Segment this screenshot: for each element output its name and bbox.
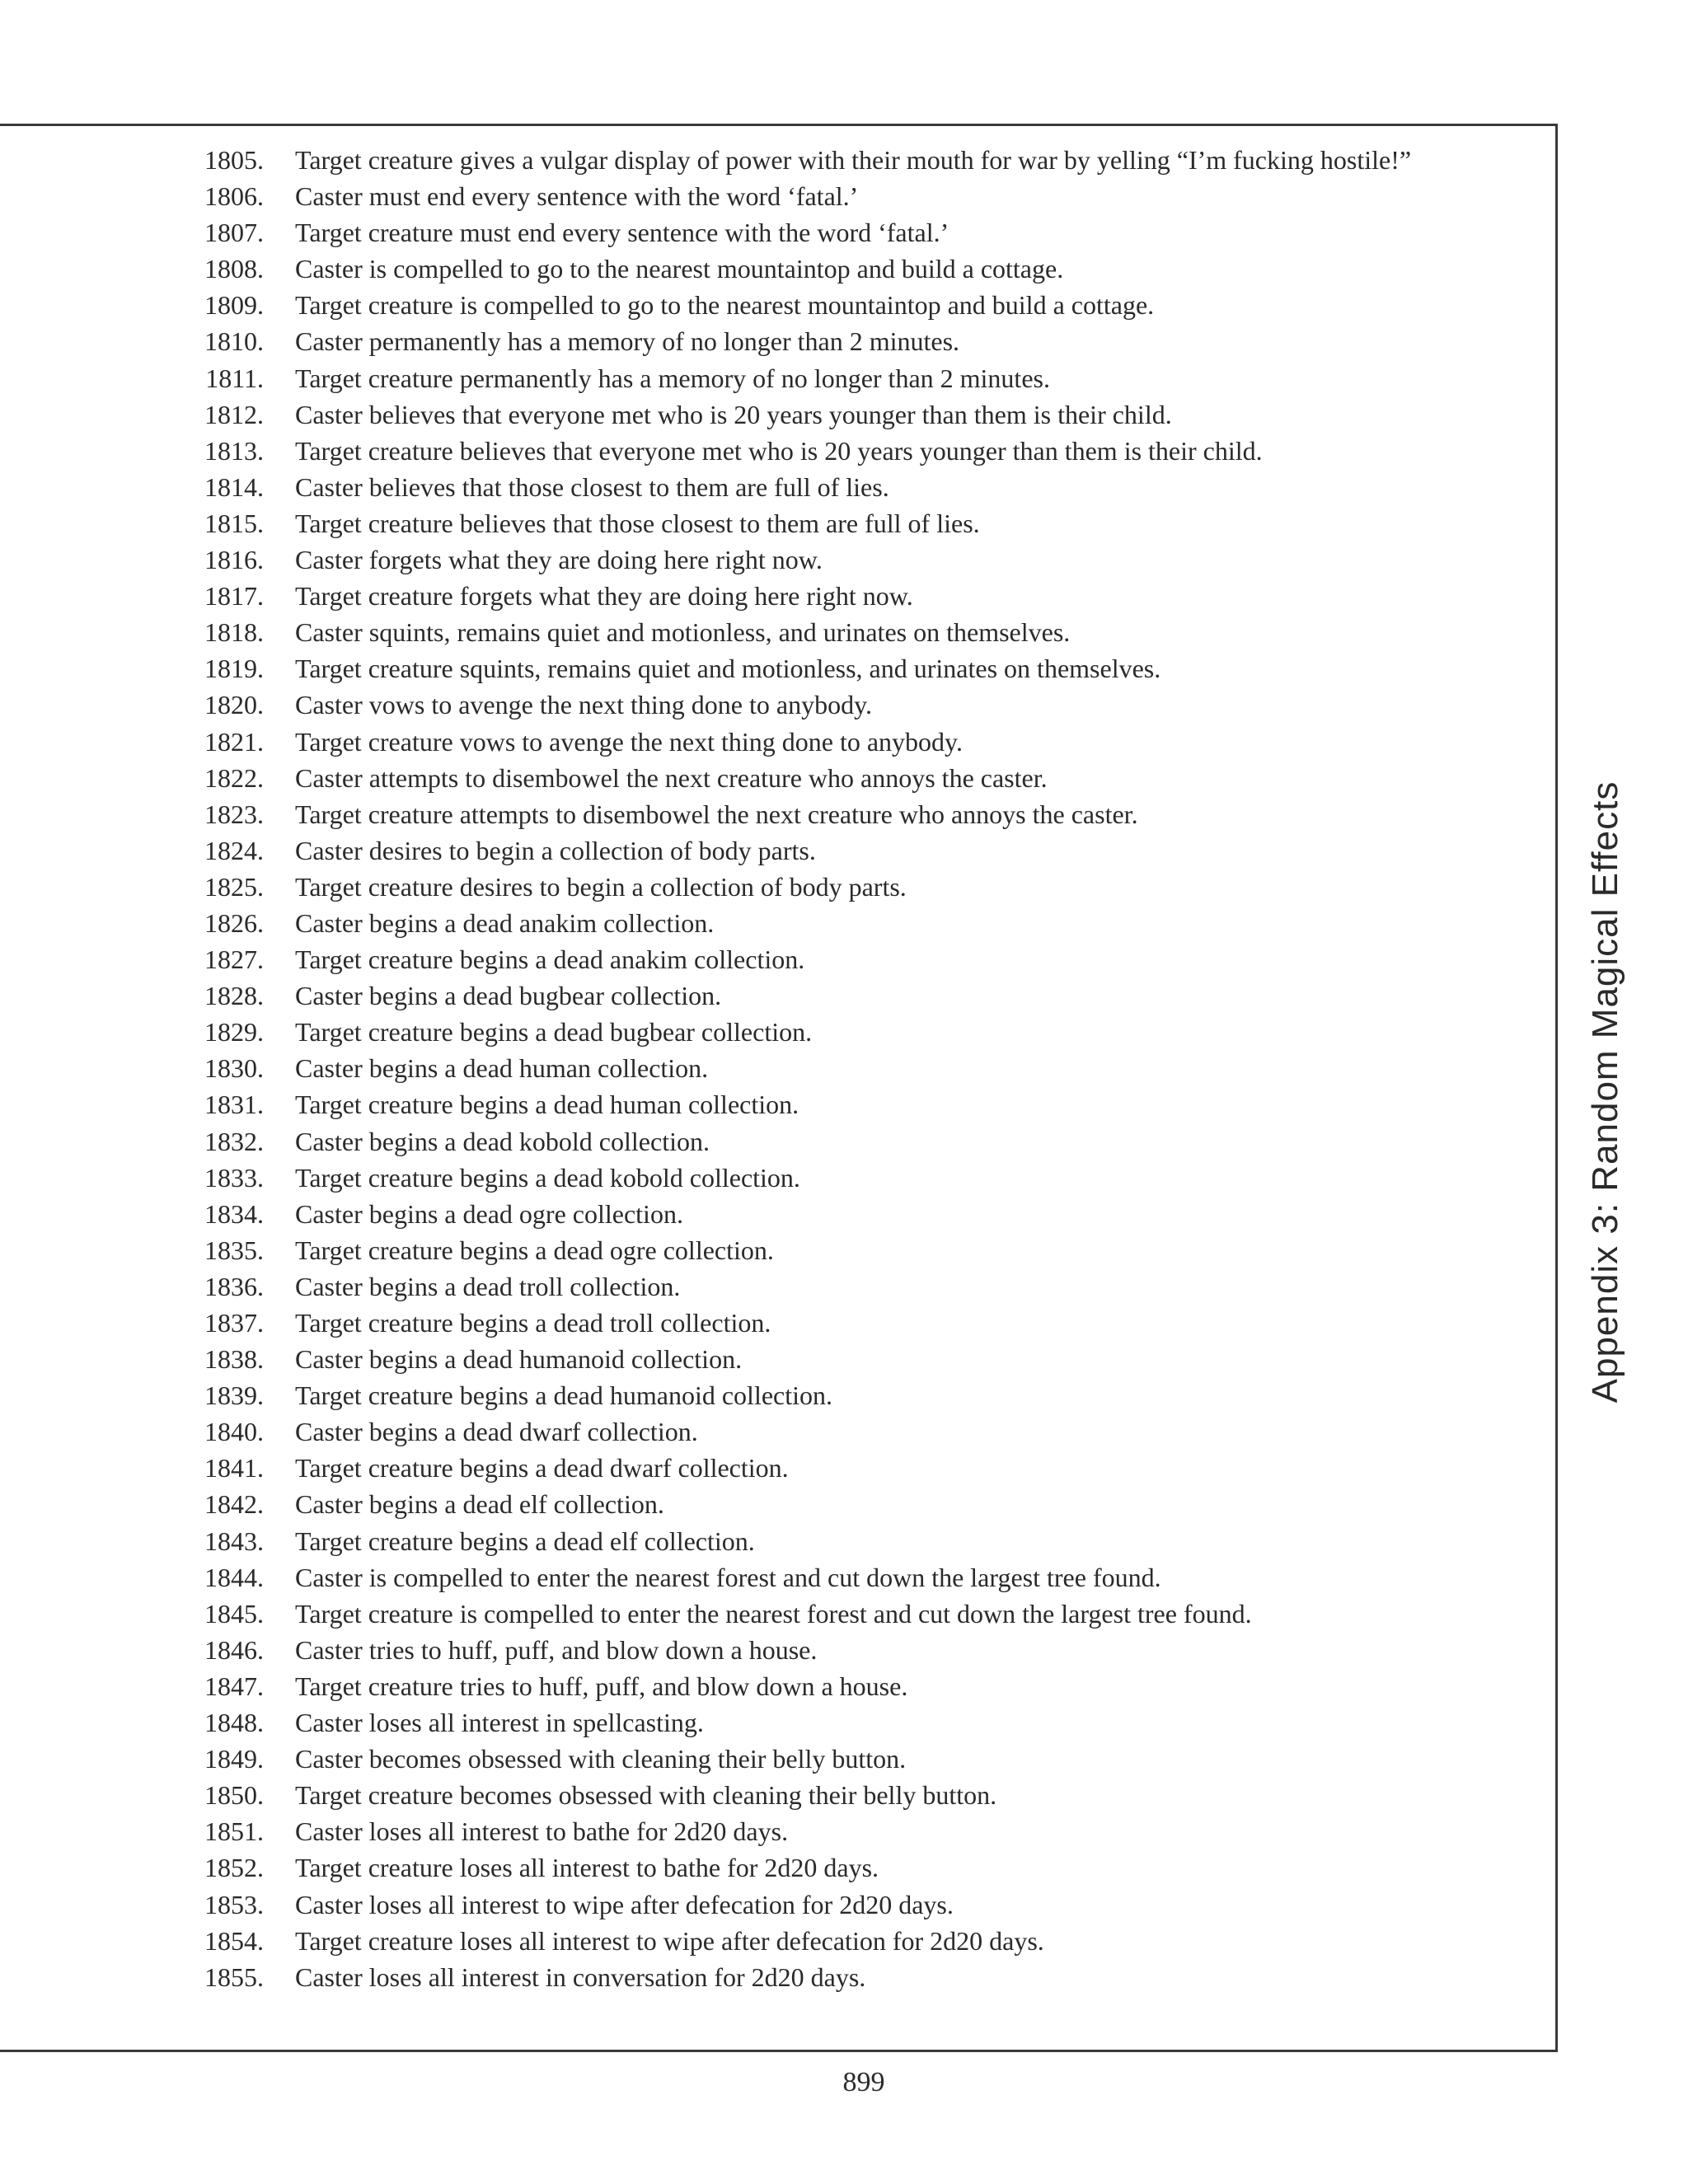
list-item xyxy=(0,760,1550,796)
list-item xyxy=(0,433,1550,469)
entry-text: Caster loses all interest to bathe for 2d20 days. xyxy=(295,1816,789,1847)
entry-number: 1840. xyxy=(204,1417,264,1447)
entry-text: Target creature believes that those closest to them are full of lies. xyxy=(295,508,980,538)
list-item xyxy=(0,1450,1550,1486)
entry-text: Target creature begins a dead human collection. xyxy=(295,1090,799,1120)
entry-number: 1839. xyxy=(204,1380,264,1411)
entry-text: Caster permanently has a memory of no longer than 2 minutes. xyxy=(295,326,960,357)
list-item xyxy=(0,905,1550,941)
entry-number: 1842. xyxy=(204,1489,264,1520)
entry-text: Caster begins a dead bugbear collection. xyxy=(295,981,722,1011)
entry-text: Target creature begins a dead bugbear collection. xyxy=(295,1017,813,1047)
list-item xyxy=(0,1849,1550,1886)
list-item xyxy=(0,396,1550,433)
entry-number: 1846. xyxy=(204,1634,264,1665)
entry-text: Target creature desires to begin a collection of body parts. xyxy=(295,871,907,902)
entry-number: 1833. xyxy=(204,1162,264,1193)
entry-number: 1825. xyxy=(204,871,264,902)
entry-number: 1805. xyxy=(204,145,264,175)
entry-number: 1815. xyxy=(204,508,264,538)
entry-text: Target creature forgets what they are doing here right now. xyxy=(295,581,913,612)
list-item xyxy=(0,650,1550,687)
entry-number: 1813. xyxy=(204,435,264,466)
entry-number: 1853. xyxy=(204,1889,264,1919)
entry-text: Target creature tries to huff, puff, and blow down a house. xyxy=(295,1671,908,1701)
entry-text: Target creature vows to avenge the next thing done to anybody. xyxy=(295,726,963,757)
entry-number: 1826. xyxy=(204,907,264,938)
entry-text: Target creature gives a vulgar display of power with their mouth for war by yelling “I’m fucking hostile!” xyxy=(295,145,1412,175)
list-item xyxy=(0,1486,1550,1522)
entry-number: 1847. xyxy=(204,1671,264,1701)
list-item xyxy=(0,1377,1550,1413)
entry-text: Caster must end every sentence with the word ‘fatal.’ xyxy=(295,181,859,212)
list-item xyxy=(0,251,1550,287)
entry-text: Caster loses all interest in spellcasting. xyxy=(295,1708,704,1738)
list-item xyxy=(0,1160,1550,1196)
entry-text: Caster believes that everyone met who is 20 years younger than them is their child. xyxy=(295,399,1172,429)
list-item xyxy=(0,287,1550,323)
entry-number: 1834. xyxy=(204,1198,264,1229)
list-item xyxy=(0,1959,1550,1995)
side-title: Appendix 3: Random Magical Effects xyxy=(1585,780,1625,1404)
list-item xyxy=(0,1123,1550,1160)
list-item xyxy=(0,796,1550,832)
entry-text: Caster desires to begin a collection of body parts. xyxy=(295,835,816,865)
entry-number: 1838. xyxy=(204,1344,264,1375)
list-item xyxy=(0,1341,1550,1377)
entry-text: Caster begins a dead troll collection. xyxy=(295,1271,681,1301)
entry-text: Caster begins a dead dwarf collection. xyxy=(295,1417,698,1447)
entry-number: 1854. xyxy=(204,1925,264,1956)
entry-text: Target creature begins a dead elf collection. xyxy=(295,1526,755,1556)
entry-text: Target creature must end every sentence with the word ‘fatal.’ xyxy=(295,218,950,248)
entry-number: 1822. xyxy=(204,762,264,793)
entry-number: 1832. xyxy=(204,1126,264,1156)
list-item xyxy=(0,724,1550,760)
entry-text: Caster loses all interest to wipe after defecation for 2d20 days. xyxy=(295,1889,954,1919)
list-item xyxy=(0,1596,1550,1632)
entry-number: 1849. xyxy=(204,1744,264,1774)
entry-text: Caster begins a dead humanoid collection. xyxy=(295,1344,743,1375)
entry-text: Caster begins a dead kobold collection. xyxy=(295,1126,710,1156)
list-item xyxy=(0,1741,1550,1777)
entry-number: 1829. xyxy=(204,1017,264,1047)
entry-text: Target creature becomes obsessed with cleaning their belly button. xyxy=(295,1780,997,1811)
list-item xyxy=(0,469,1550,505)
entry-number: 1828. xyxy=(204,981,264,1011)
list-item xyxy=(0,178,1550,214)
list-item xyxy=(0,1305,1550,1341)
entry-number: 1810. xyxy=(204,326,264,357)
entry-text: Target creature permanently has a memory of no longer than 2 minutes. xyxy=(295,363,1050,393)
entry-number: 1830. xyxy=(204,1053,264,1084)
entry-number: 1845. xyxy=(204,1598,264,1629)
entry-text: Target creature begins a dead anakim collection. xyxy=(295,944,805,975)
list-item xyxy=(0,869,1550,905)
list-item xyxy=(0,1886,1550,1923)
entry-text: Target creature is compelled to enter the nearest forest and cut down the largest tree found. xyxy=(295,1598,1252,1629)
list-item xyxy=(0,687,1550,723)
entry-number: 1837. xyxy=(204,1308,264,1338)
entry-number: 1848. xyxy=(204,1708,264,1738)
entry-number: 1818. xyxy=(204,617,264,648)
list-item xyxy=(0,1050,1550,1086)
entry-text: Target creature loses all interest to wipe after defecation for 2d20 days. xyxy=(295,1925,1044,1956)
list-item xyxy=(0,505,1550,541)
entry-number: 1817. xyxy=(204,581,264,612)
entry-number: 1807. xyxy=(204,218,264,248)
entry-number: 1809. xyxy=(204,290,264,321)
entry-text: Target creature believes that everyone met who is 20 years younger than them is their child. xyxy=(295,435,1263,466)
entry-text: Caster is compelled to enter the nearest forest and cut down the largest tree found. xyxy=(295,1562,1161,1592)
entry-number: 1831. xyxy=(204,1090,264,1120)
entry-text: Caster tries to huff, puff, and blow down a house. xyxy=(295,1634,818,1665)
entry-number: 1820. xyxy=(204,690,264,720)
list-item xyxy=(0,1268,1550,1305)
entry-text: Caster forgets what they are doing here right now. xyxy=(295,545,823,575)
list-item xyxy=(0,1559,1550,1596)
entry-number: 1852. xyxy=(204,1853,264,1883)
entry-text: Caster begins a dead elf collection. xyxy=(295,1489,664,1520)
list-item xyxy=(0,941,1550,977)
entry-number: 1811. xyxy=(205,363,264,393)
entry-number: 1835. xyxy=(204,1235,264,1265)
entry-text: Target creature is compelled to go to the nearest mountaintop and build a cottage. xyxy=(295,290,1155,321)
page-number: 899 xyxy=(842,2067,885,2097)
entry-text: Caster squints, remains quiet and motionless, and urinates on themselves. xyxy=(295,617,1071,648)
entry-number: 1821. xyxy=(204,726,264,757)
entry-text: Target creature begins a dead dwarf collection. xyxy=(295,1453,789,1483)
entry-text: Target creature squints, remains quiet and motionless, and urinates on themselves. xyxy=(295,654,1161,684)
entry-text: Target creature attempts to disembowel the next creature who annoys the caster. xyxy=(295,799,1138,829)
entry-number: 1836. xyxy=(204,1271,264,1301)
entry-number: 1808. xyxy=(204,254,264,284)
list-item xyxy=(0,614,1550,650)
list-item xyxy=(0,1413,1550,1450)
list-item xyxy=(0,1086,1550,1122)
list-item xyxy=(0,1232,1550,1268)
list-item xyxy=(0,142,1550,178)
list-item xyxy=(0,1777,1550,1813)
effects-list xyxy=(0,142,1550,1995)
entry-text: Target creature begins a dead troll collection. xyxy=(295,1308,771,1338)
entry-number: 1812. xyxy=(204,399,264,429)
entry-text: Caster begins a dead human collection. xyxy=(295,1053,709,1084)
list-item xyxy=(0,832,1550,869)
entry-text: Target creature begins a dead ogre collection. xyxy=(295,1235,774,1265)
entry-number: 1827. xyxy=(204,944,264,975)
list-item xyxy=(0,1523,1550,1559)
list-item xyxy=(0,360,1550,396)
entry-text: Caster believes that those closest to them are full of lies. xyxy=(295,471,889,502)
entry-text: Caster attempts to disembowel the next creature who annoys the caster. xyxy=(295,762,1048,793)
entry-text: Caster loses all interest in conversation for 2d20 days. xyxy=(295,1961,866,1992)
entry-number: 1843. xyxy=(204,1526,264,1556)
entry-number: 1855. xyxy=(204,1961,264,1992)
entry-text: Caster vows to avenge the next thing done to anybody. xyxy=(295,690,872,720)
list-item xyxy=(0,541,1550,578)
list-item xyxy=(0,1923,1550,1959)
entry-number: 1841. xyxy=(204,1453,264,1483)
entry-number: 1819. xyxy=(204,654,264,684)
entry-number: 1823. xyxy=(204,799,264,829)
entry-number: 1816. xyxy=(204,545,264,575)
entry-text: Caster begins a dead ogre collection. xyxy=(295,1198,683,1229)
list-item xyxy=(0,1813,1550,1849)
entry-number: 1814. xyxy=(204,471,264,502)
entry-text: Target creature begins a dead kobold collection. xyxy=(295,1162,800,1193)
entry-text: Target creature begins a dead humanoid collection. xyxy=(295,1380,833,1411)
entry-number: 1806. xyxy=(204,181,264,212)
entry-text: Caster becomes obsessed with cleaning their belly button. xyxy=(295,1744,907,1774)
entry-text: Caster is compelled to go to the nearest mountaintop and build a cottage. xyxy=(295,254,1064,284)
list-item xyxy=(0,214,1550,251)
list-item xyxy=(0,1668,1550,1704)
entry-number: 1850. xyxy=(204,1780,264,1811)
list-item xyxy=(0,578,1550,614)
entry-number: 1851. xyxy=(204,1816,264,1847)
list-item xyxy=(0,1704,1550,1741)
entry-number: 1844. xyxy=(204,1562,264,1592)
list-item xyxy=(0,977,1550,1014)
list-item xyxy=(0,1014,1550,1050)
list-item xyxy=(0,1632,1550,1668)
list-item xyxy=(0,323,1550,359)
entry-number: 1824. xyxy=(204,835,264,865)
list-item xyxy=(0,1196,1550,1232)
entry-text: Caster begins a dead anakim collection. xyxy=(295,907,715,938)
entry-text: Target creature loses all interest to bathe for 2d20 days. xyxy=(295,1853,879,1883)
